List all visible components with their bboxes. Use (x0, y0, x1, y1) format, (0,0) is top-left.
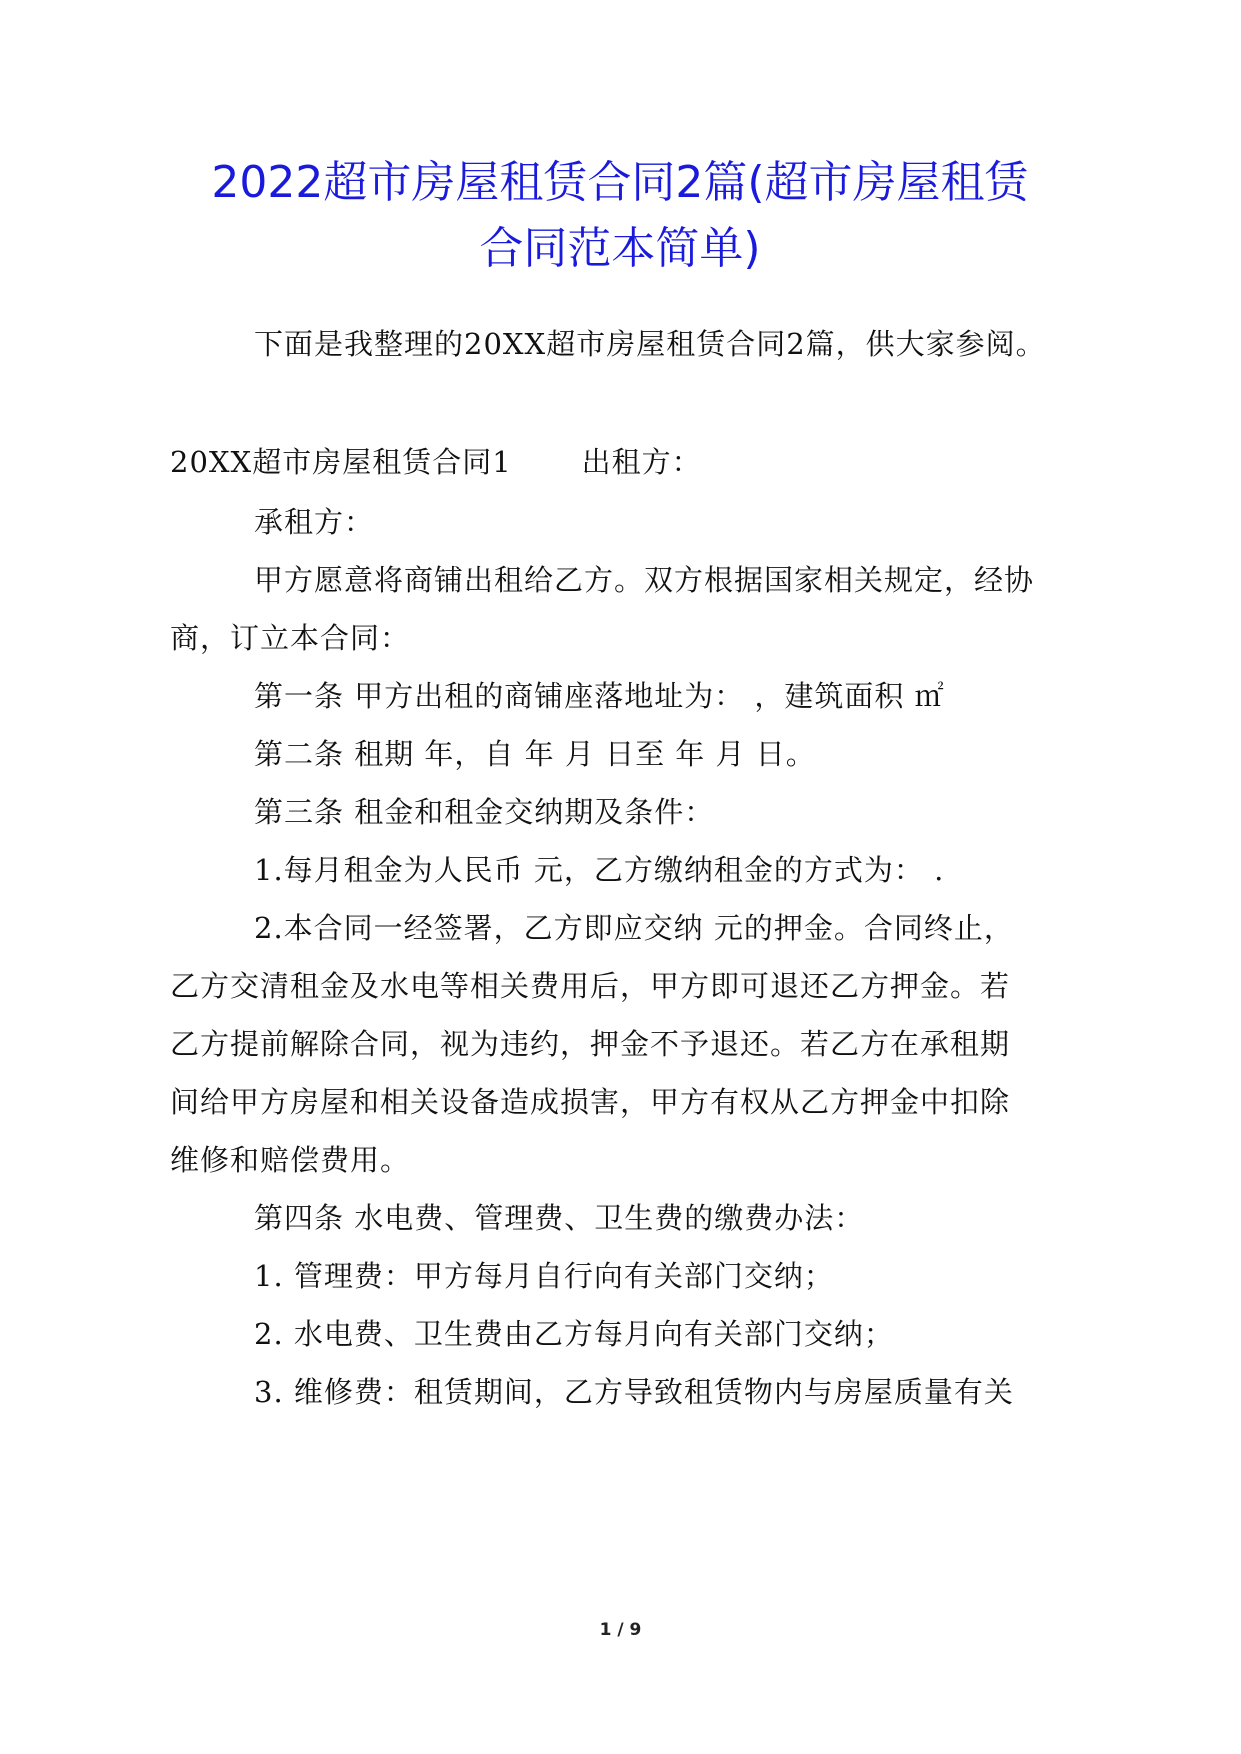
article-4-item-3: 3. 维修费：租赁期间，乙方导致租赁物内与房屋质量有关 (254, 1375, 1014, 1409)
article-3-item-2: 2.本合同一经签署，乙方即应交纳 元的押金。合同终止， (254, 911, 1014, 945)
article-3-item-1: 1.每月租金为人民币 元，乙方缴纳租金的方式为： . (254, 853, 945, 887)
article-3: 第三条 租金和租金交纳期及条件： (254, 795, 715, 829)
article-4-item-2: 2. 水电费、卫生费由乙方每月向有关部门交纳； (254, 1317, 894, 1351)
paragraph-line: 商，订立本合同： (170, 621, 411, 655)
page-number: 1 / 9 (599, 1620, 642, 1640)
title-line-1: 2022超市房屋租赁合同2篇(超市房屋租赁 (211, 157, 1029, 208)
article-1: 第一条 甲方出租的商铺座落地址为： ，建筑面积 ㎡ (254, 679, 945, 713)
paragraph-line: 甲方愿意将商铺出租给乙方。双方根据国家相关规定，经协 (254, 563, 1035, 597)
article-2: 第二条 租期 年，自 年 月 日至 年 月 日。 (254, 737, 816, 771)
paragraph-line: 乙方交清租金及水电等相关费用后，甲方即可退还乙方押金。若 (170, 969, 1011, 1003)
article-4: 第四条 水电费、管理费、卫生费的缴费办法： (254, 1201, 865, 1235)
document-title (170, 150, 1070, 282)
section-heading-row (170, 440, 702, 481)
article-4-item-1: 1. 管理费：甲方每月自行向有关部门交纳； (254, 1259, 834, 1293)
paragraph-line: 乙方提前解除合同，视为违约，押金不予退还。若乙方在承租期 (170, 1027, 1011, 1061)
paragraph-line: 间给甲方房屋和相关设备造成损害，甲方有权从乙方押金中扣除 (170, 1085, 1011, 1119)
title-line-2: 合同范本简单) (479, 223, 761, 274)
intro-paragraph: 下面是我整理的20XX超市房屋租赁合同2篇，供大家参阅。 (254, 327, 1046, 361)
paragraph-line: 维修和赔偿费用。 (170, 1143, 411, 1177)
lessee-label: 承租方： (254, 505, 375, 539)
section-heading: 20XX超市房屋租赁合同1 (170, 445, 512, 479)
lessor-label: 出租方： (581, 445, 702, 479)
